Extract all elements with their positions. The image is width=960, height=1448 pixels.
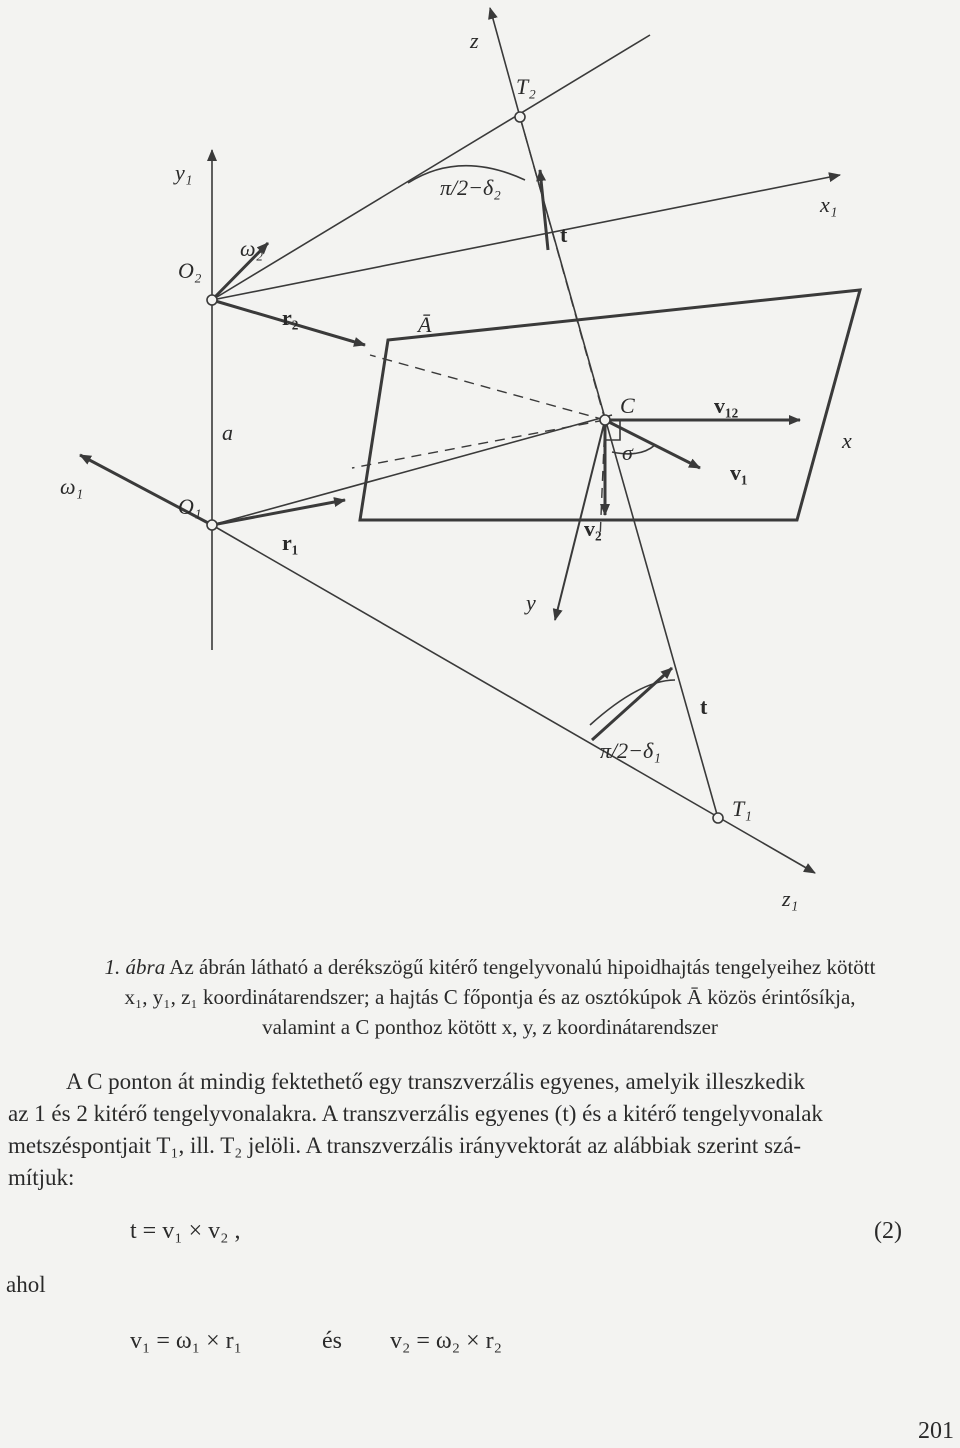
label-C: C <box>620 393 635 418</box>
axis-2-line <box>212 175 840 300</box>
paragraph <box>8 1066 948 1194</box>
label-z1: z₁ <box>782 886 799 911</box>
label-r2: r₂ <box>282 305 299 330</box>
label-T2: T₂ <box>516 74 536 99</box>
caption-prefix: 1. ábra <box>104 955 166 979</box>
point-T2 <box>515 112 525 122</box>
point-O1 <box>207 520 217 530</box>
z-axis <box>490 8 520 117</box>
label-a: a <box>222 420 233 445</box>
label-sigma: σ <box>622 440 633 465</box>
equation-2-number: (2) <box>874 1218 902 1244</box>
label-pi-delta1: π/2−δ₁ <box>600 738 661 763</box>
paragraph-line-2: az 1 és 2 kitérő tengelyvonalakra. A transzverzális egyenes (t) és a kitérő tengelyvonalak <box>8 1101 823 1126</box>
equation-3-left: v₁ = ω₁ × r₁ <box>130 1328 242 1354</box>
equation-2: t = v₁ × v₂ , <box>130 1218 241 1244</box>
caption-line-2: x₁, y₁, z₁ koordinátarendszer; a hajtás C főpontja és az osztókúpok Ā közös érintősíkja, <box>124 985 856 1009</box>
r1-vector <box>212 500 345 525</box>
word-ahol: ahol <box>6 1272 46 1297</box>
angle-arc-sigma <box>612 445 655 454</box>
label-x1: x₁ <box>820 192 838 217</box>
label-r1: r₁ <box>282 530 299 555</box>
figure-caption <box>40 952 940 1042</box>
label-T1: T₁ <box>732 796 752 821</box>
point-O2 <box>207 295 217 305</box>
label-pi-delta2: π/2−δ₂ <box>440 175 501 200</box>
t-vector-bottom <box>592 668 672 740</box>
point-C <box>600 415 610 425</box>
label-v2: v₂ <box>584 516 602 541</box>
label-y: y <box>526 590 536 615</box>
label-v12: v₁₂ <box>714 393 739 418</box>
label-A: Ā <box>418 312 432 337</box>
label-O1: O₁ <box>178 494 202 519</box>
label-omega1: ω₁ <box>60 474 84 499</box>
equation-3-right: v₂ = ω₂ × r₂ <box>390 1328 502 1354</box>
label-x: x <box>842 428 852 453</box>
label-v1: v₁ <box>730 460 748 485</box>
caption-line-1-text: Az ábrán látható a derékszögű kitérő tengelyvonalú hipoidhajtás tengelyeihez kötött <box>169 955 876 979</box>
label-z: z <box>470 28 479 53</box>
z-line <box>212 35 650 300</box>
label-t-bottom: t <box>700 694 708 719</box>
paragraph-line-3: metszéspontjait T₁, ill. T₂ jelöli. A transzverzális irányvektorát az alábbiak szerint szá- <box>8 1133 802 1158</box>
transversal-t <box>520 117 718 818</box>
label-O2: O₂ <box>178 258 202 283</box>
label-omega2: ω₂ <box>240 236 264 261</box>
caption-line-3: valamint a C ponthoz kötött x, y, z koordinátarendszer <box>262 1015 718 1039</box>
paragraph-line-1: A C ponton át mindig fektethető egy transzverzális egyenes, amelyik illeszkedik <box>66 1069 805 1094</box>
label-t-top: t <box>560 222 568 247</box>
page-number: 201 <box>918 1418 954 1444</box>
tangent-plane-A <box>360 290 860 520</box>
a-line-ext <box>212 415 612 525</box>
paragraph-line-4: mítjuk: <box>8 1165 75 1190</box>
label-y1: y₁ <box>175 160 193 185</box>
caption-line-1 <box>40 952 940 982</box>
z1-axis <box>212 525 815 873</box>
point-T1 <box>713 813 723 823</box>
equation-3-and: és <box>322 1328 342 1354</box>
